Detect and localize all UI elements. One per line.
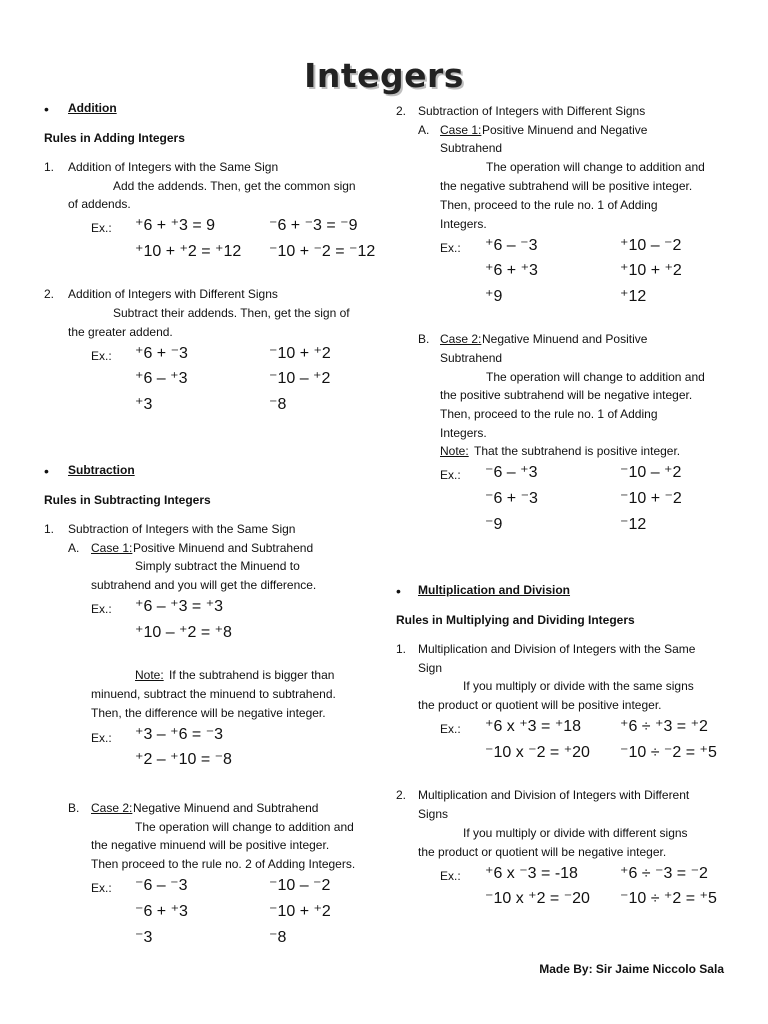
muldiv-heading: Multiplication and Division (418, 583, 571, 597)
subtraction-rules-title: Rules in Subtracting Integers (44, 493, 211, 507)
rule-text: the greater addend. (68, 325, 173, 339)
note-label: Note: (135, 668, 164, 682)
math-expression: ⁻10 + ⁺2 (269, 345, 331, 362)
rule-number: 1. (44, 160, 55, 174)
rule-text: Subtract their addends. Then, get the sign of (113, 306, 350, 320)
case-title: Negative Minuend and Positive (482, 332, 648, 346)
rule-title: Subtraction of Integers with the Same Sign (68, 522, 296, 536)
rule-text: Simply subtract the Minuend to (135, 559, 300, 573)
math-expression: ⁺10 + ⁺2 (620, 262, 682, 279)
math-expression: ⁺3 – ⁺6 = ⁻3 (135, 726, 224, 743)
rule-number: 2. (396, 788, 407, 802)
math-expression: ⁻6 – ⁻3 (135, 877, 188, 894)
rule-text: If you multiply or divide with different signs (463, 826, 688, 840)
case-label: Case 2: (91, 801, 133, 815)
math-expression: ⁻6 – ⁺3 (485, 464, 538, 481)
example-label: Ex.: (440, 722, 461, 736)
rule-text: Integers. (440, 426, 487, 440)
note-text: minuend, subtract the minuend to subtrahend. (91, 687, 336, 701)
rule-title: Sign (418, 661, 443, 675)
math-expression: ⁻10 ÷ ⁺2 = ⁺5 (620, 890, 717, 907)
rule-text: the negative minuend will be positive integer. (91, 838, 330, 852)
math-expression: ⁺6 – ⁺3 (135, 370, 188, 387)
case-label: Case 1: (440, 123, 482, 137)
math-expression: ⁻8 (269, 929, 287, 946)
rule-text: of addends. (68, 197, 131, 211)
rule-number: 1. (44, 522, 55, 536)
math-expression: ⁺6 + ⁺3 = 9 (135, 217, 216, 234)
example-label: Ex.: (440, 241, 461, 255)
case-title: Positive Minuend and Negative (482, 123, 648, 137)
note-text: If the subtrahend is bigger than (169, 668, 335, 682)
note-text: Then, the difference will be negative integer. (91, 706, 326, 720)
math-expression: ⁻6 + ⁺3 (135, 903, 188, 920)
rule-title: Addition of Integers with the Same Sign (68, 160, 279, 174)
rule-number: 2. (44, 287, 55, 301)
math-expression: ⁺2 – ⁺10 = ⁻8 (135, 751, 232, 768)
rule-title: Addition of Integers with Different Signs (68, 287, 278, 301)
rule-number: 1. (396, 642, 407, 656)
case-title: Negative Minuend and Subtrahend (133, 801, 319, 815)
case-letter: A. (68, 541, 80, 555)
math-expression: ⁻10 + ⁻2 (620, 490, 682, 507)
muldiv-rules-title: Rules in Multiplying and Dividing Integers (396, 613, 635, 627)
rule-text: Add the addends. Then, get the common sign (113, 179, 356, 193)
rule-title: Signs (418, 807, 449, 821)
rule-text: the product or quotient will be positive integer. (418, 698, 662, 712)
math-expression: ⁻6 + ⁻3 (485, 490, 538, 507)
rule-text: Integers. (440, 217, 487, 231)
rule-title: Multiplication and Division of Integers with Different (418, 788, 690, 802)
math-expression: ⁻3 (135, 929, 153, 946)
rule-text: subtrahend and you will get the difference. (91, 578, 317, 592)
case-letter: B. (68, 801, 80, 815)
math-expression: ⁻10 ÷ ⁻2 = ⁺5 (620, 744, 717, 761)
math-expression: ⁻10 x ⁺2 = ⁻20 (485, 890, 590, 907)
rule-text: Then proceed to the rule no. 2 of Adding Integers. (91, 857, 356, 871)
math-expression: ⁻9 (485, 516, 503, 533)
rule-text: The operation will change to addition and (486, 160, 705, 174)
math-expression: ⁺10 – ⁻2 (620, 237, 682, 254)
math-expression: ⁺6 + ⁻3 (135, 345, 188, 362)
rule-number: 2. (396, 104, 407, 118)
example-label: Ex.: (91, 349, 112, 363)
math-expression: ⁺10 – ⁺2 = ⁺8 (135, 624, 232, 641)
math-expression: ⁻8 (269, 396, 287, 413)
addition-heading: Addition (68, 101, 117, 115)
addition-rules-title: Rules in Adding Integers (44, 131, 185, 145)
case-title: Subtrahend (440, 141, 503, 155)
bullet-muldiv: • (396, 583, 401, 599)
math-expression: ⁻10 + ⁻2 = ⁻12 (269, 243, 376, 260)
example-label: Ex.: (91, 602, 112, 616)
case-letter: A. (418, 123, 430, 137)
note-text: That the subtrahend is positive integer. (474, 444, 681, 458)
math-expression: ⁺9 (485, 288, 503, 305)
case-label: Case 1: (91, 541, 133, 555)
example-label: Ex.: (91, 221, 112, 235)
subtraction-heading: Subtraction (68, 463, 135, 477)
math-expression: ⁻10 + ⁺2 (269, 903, 331, 920)
note-label: Note: (440, 444, 469, 458)
math-expression: ⁻6 + ⁻3 = ⁻9 (269, 217, 358, 234)
rule-text: The operation will change to addition and (135, 820, 354, 834)
example-label: Ex.: (440, 869, 461, 883)
page-title: Integers (304, 56, 464, 95)
rule-text: The operation will change to addition and (486, 370, 705, 384)
rule-text: the positive subtrahend will be negative integer. (440, 388, 693, 402)
math-expression: ⁺6 – ⁻3 (485, 237, 538, 254)
math-expression: ⁻12 (620, 516, 647, 533)
math-expression: ⁺6 – ⁺3 = ⁺3 (135, 598, 224, 615)
rule-text: the product or quotient will be negative integer. (418, 845, 667, 859)
math-expression: ⁺3 (135, 396, 153, 413)
math-expression: ⁺6 ÷ ⁺3 = ⁺2 (620, 718, 708, 735)
math-expression: ⁺6 ÷ ⁻3 = ⁻2 (620, 865, 708, 882)
math-expression: ⁻10 – ⁺2 (269, 370, 331, 387)
rule-text: Then, proceed to the rule no. 1 of Adding (440, 198, 658, 212)
bullet-addition: • (44, 101, 49, 117)
math-expression: ⁺12 (620, 288, 647, 305)
math-expression: ⁺6 x ⁺3 = ⁺18 (485, 718, 582, 735)
example-label: Ex.: (91, 881, 112, 895)
case-title: Positive Minuend and Subtrahend (133, 541, 314, 555)
math-expression: ⁺6 + ⁺3 (485, 262, 538, 279)
case-letter: B. (418, 332, 430, 346)
math-expression: ⁺6 x ⁻3 = -18 (485, 865, 578, 882)
math-expression: ⁻10 x ⁻2 = ⁺20 (485, 744, 590, 761)
rule-text: If you multiply or divide with the same signs (463, 679, 694, 693)
example-label: Ex.: (91, 731, 112, 745)
author-credit: Made By: Sir Jaime Niccolo Sala (539, 962, 724, 976)
rule-text: the negative subtrahend will be positive integer. (440, 179, 693, 193)
rule-title: Subtraction of Integers with Different Signs (418, 104, 646, 118)
bullet-subtraction: • (44, 463, 49, 479)
rule-title: Multiplication and Division of Integers with the Same (418, 642, 696, 656)
math-expression: ⁺10 + ⁺2 = ⁺12 (135, 243, 242, 260)
example-label: Ex.: (440, 468, 461, 482)
math-expression: ⁻10 – ⁺2 (620, 464, 682, 481)
rule-text: Then, proceed to the rule no. 1 of Adding (440, 407, 658, 421)
case-label: Case 2: (440, 332, 482, 346)
case-title: Subtrahend (440, 351, 503, 365)
math-expression: ⁻10 – ⁻2 (269, 877, 331, 894)
